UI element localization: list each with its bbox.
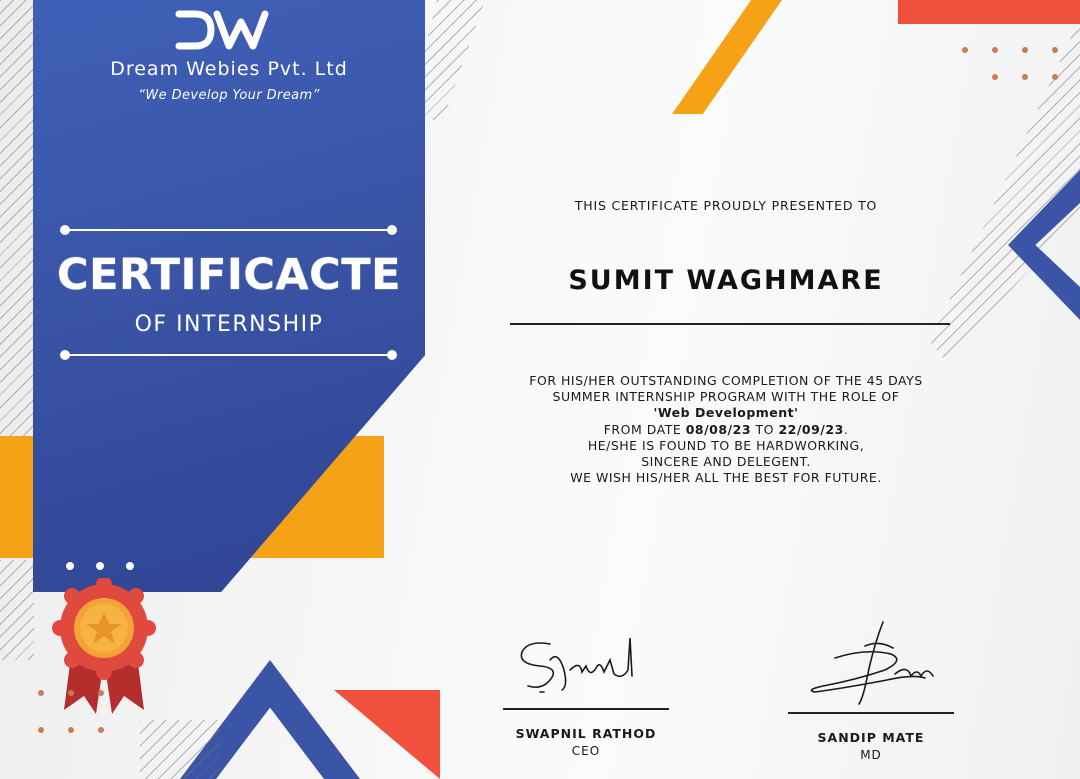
decor-dot [992,47,998,53]
hatch-pattern-left [0,0,34,436]
certificate-title: CERTIFICACTE [57,250,401,300]
certificate-subtitle: OF INTERNSHIP [134,312,324,337]
top-rule [68,229,390,231]
internship-role: 'Web Development' [653,405,799,421]
decor-dot [38,690,44,696]
decor-dot [1022,47,1028,53]
decor-dot [68,690,74,696]
ceo-signature-rule [503,708,669,710]
rule-dot [387,225,397,235]
start-date: 08/08/23 [685,421,752,437]
company-name: Dream Webies Pvt. Ltd [110,58,348,80]
certificate-description [480,373,972,486]
decor-dot [38,727,44,733]
hatch-pattern-top [425,0,485,120]
rule-dot [387,350,397,360]
to-word: TO [751,421,779,437]
date-prefix: FROM DATE [603,421,686,437]
decor-dot [98,727,104,733]
bottom-rule [68,354,390,356]
md-role: MD [860,748,882,762]
decor-dot [68,727,74,733]
decor-dot [96,562,104,570]
decor-dot [98,690,104,696]
decor-dot [126,562,134,570]
decor-dot [1022,74,1028,80]
description-line: WE WISH HIS/HER ALL THE BEST FOR FUTURE. [570,470,882,486]
company-tagline: “We Develop Your Dream” [138,88,320,103]
name-underline [510,323,950,325]
decor-dot [962,47,968,53]
decor-dot [1052,47,1058,53]
presented-to-line: THIS CERTIFICATE PROUDLY PRESENTED TO [574,198,878,213]
ceo-name: SWAPNIL RATHOD [515,726,657,741]
hatch-pattern-right [930,0,1080,360]
description-line: HE/SHE IS FOUND TO BE HARDWORKING, [587,437,865,453]
dw-logo-icon [173,8,271,52]
date-range-line [480,422,972,438]
hatch-pattern-bottom [140,720,220,779]
md-name: SANDIP MATE [817,730,925,745]
description-line: FOR HIS/HER OUTSTANDING COMPLETION OF THE 45 DAYS [529,373,923,388]
period: . [843,421,849,437]
ceo-role: CEO [571,744,601,758]
decor-dot [1052,74,1058,80]
md-signature-rule [788,712,954,714]
decor-dot [66,562,74,570]
recipient-name: SUMIT WAGHMARE [568,265,884,296]
md-signature-icon [795,618,955,710]
hatch-pattern-left-lower [0,560,34,660]
description-line: SUMMER INTERNSHIP PROGRAM WITH THE ROLE OF [552,389,900,405]
description-line: SINCERE AND DELEGENT. [641,454,811,470]
ceo-signature-icon [510,630,660,702]
red-block-shape [898,0,1080,24]
orange-diagonal-shape [672,0,782,114]
decor-dot [992,74,998,80]
end-date: 22/09/23 [778,421,844,437]
medal-icon [44,578,164,718]
